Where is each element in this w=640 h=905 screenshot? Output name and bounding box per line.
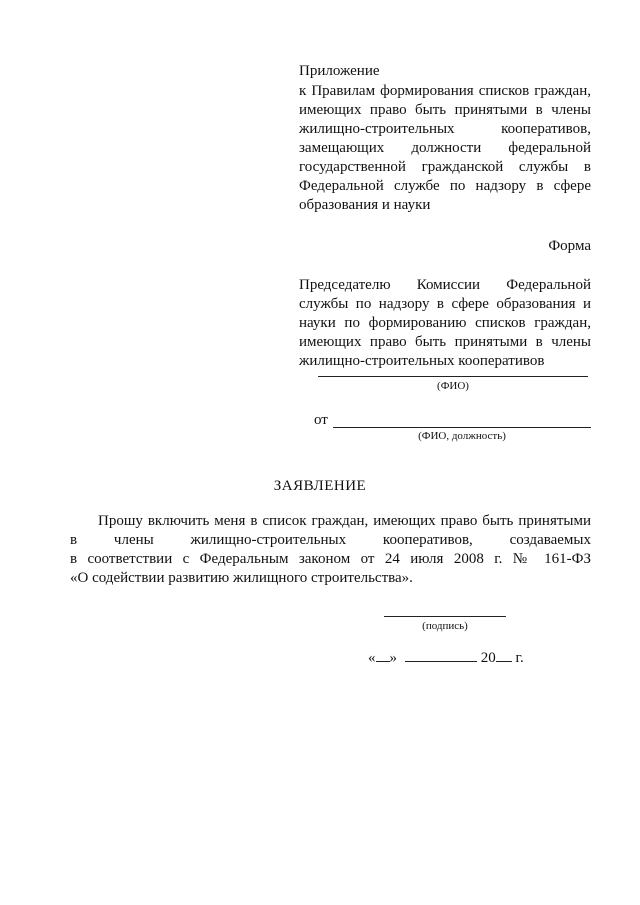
date-line <box>368 649 524 667</box>
addressee-line: жилищно-строительных кооперативов <box>299 353 545 369</box>
addressee-line: Председателю Комиссии Федеральной <box>299 277 591 293</box>
date-open-quote: « <box>368 650 376 666</box>
appendix-line: образования и науки <box>299 197 431 213</box>
appendix-line: жилищно-строительных кооперативов, <box>299 121 591 137</box>
from-label: от <box>314 412 328 428</box>
appendix-line: Федеральной службе по надзору в сфере <box>299 178 591 194</box>
document-heading: ЗАЯВЛЕНИЕ <box>273 478 367 494</box>
signature-caption: (подпись) <box>422 620 468 632</box>
date-year-prefix: 20 <box>480 650 496 666</box>
statement-body <box>70 512 591 588</box>
fio-input-line[interactable] <box>318 376 588 377</box>
appendix-line: государственной гражданской службы в <box>299 159 591 175</box>
appendix-title: Приложение <box>299 63 380 79</box>
date-month-field[interactable] <box>405 649 477 662</box>
appendix-line: замещающих должности федеральной <box>299 140 591 156</box>
statement-line: Прошу включить меня в список граждан, имеющих право быть принятыми <box>98 513 591 529</box>
date-year-suffix: г. <box>515 650 524 666</box>
addressee-line: науки по формированию списков граждан, <box>299 315 591 331</box>
statement-line: в члены жилищно-строительных кооперативов, создаваемых <box>70 532 591 548</box>
addressee-line: имеющих право быть принятыми в члены <box>299 334 591 350</box>
appendix-text <box>299 82 591 215</box>
fio-position-input-line[interactable] <box>333 427 591 428</box>
signature-input-line[interactable] <box>384 616 506 617</box>
fio-caption: (ФИО) <box>437 380 469 392</box>
form-label: Форма <box>548 238 591 254</box>
appendix-line: к Правилам формирования списков граждан, <box>299 83 591 99</box>
date-day-field[interactable] <box>376 649 390 662</box>
statement-line: в соответствии с Федеральным законом от 24 июля 2008 г. № 161-ФЗ <box>70 551 591 567</box>
statement-line: «О содействии развитию жилищного строительства». <box>70 570 413 586</box>
addressee-line: службы по надзору в сфере образования и <box>299 296 591 312</box>
fio-position-caption: (ФИО, должность) <box>418 430 506 442</box>
date-close-quote: » <box>389 650 397 666</box>
date-year-field[interactable] <box>496 649 512 662</box>
appendix-line: имеющих право быть принятыми в члены <box>299 102 591 118</box>
addressee-text <box>299 276 591 371</box>
